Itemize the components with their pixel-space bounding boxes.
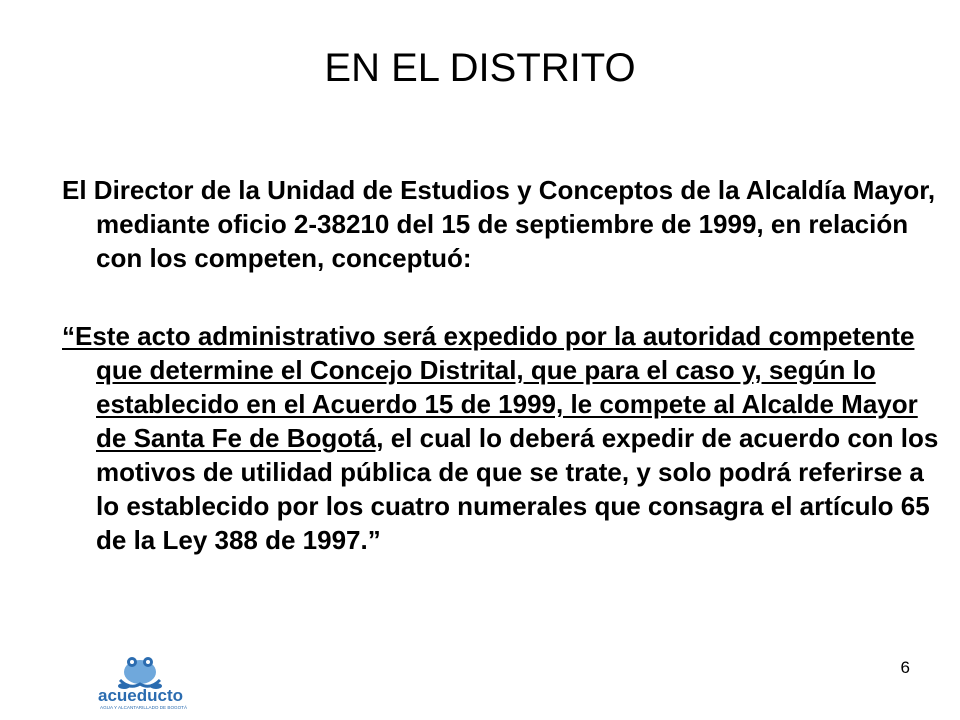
acueducto-logo <box>90 650 210 712</box>
intro-paragraph: El Director de la Unidad de Estudios y Conceptos de la Alcaldía Mayor, mediante oficio 2-38210 del 15 de septiembre de 1999, en relación con los competen, conceptuó: <box>62 175 936 273</box>
quote-paragraph <box>62 319 946 557</box>
quote-rest-text: el cual lo deberá expedir de acuerdo con los motivos de utilidad pública de que se trate, y solo podrá referirse a lo establecido por los cuatro numerales que consagra el artículo 65 de la Ley 388 de 1997.” <box>96 423 939 555</box>
frog-icon <box>90 650 210 712</box>
page-number: 6 <box>900 658 910 677</box>
quote-underlined-text: “Este acto administrativo será expedido por la autoridad competente que determine el Concejo Distrital, que para el caso y, según lo establecido en el Acuerdo 15 de 1999, le compete al Alcalde Mayor de Santa Fe de Bogotá, <box>62 321 918 453</box>
slide-title: EN EL DISTRITO <box>324 46 636 90</box>
logo-subtext: AGUA Y ALCANTARILLADO DE BOGOTÁ <box>100 705 188 710</box>
logo-wordmark: acueducto <box>98 686 184 705</box>
